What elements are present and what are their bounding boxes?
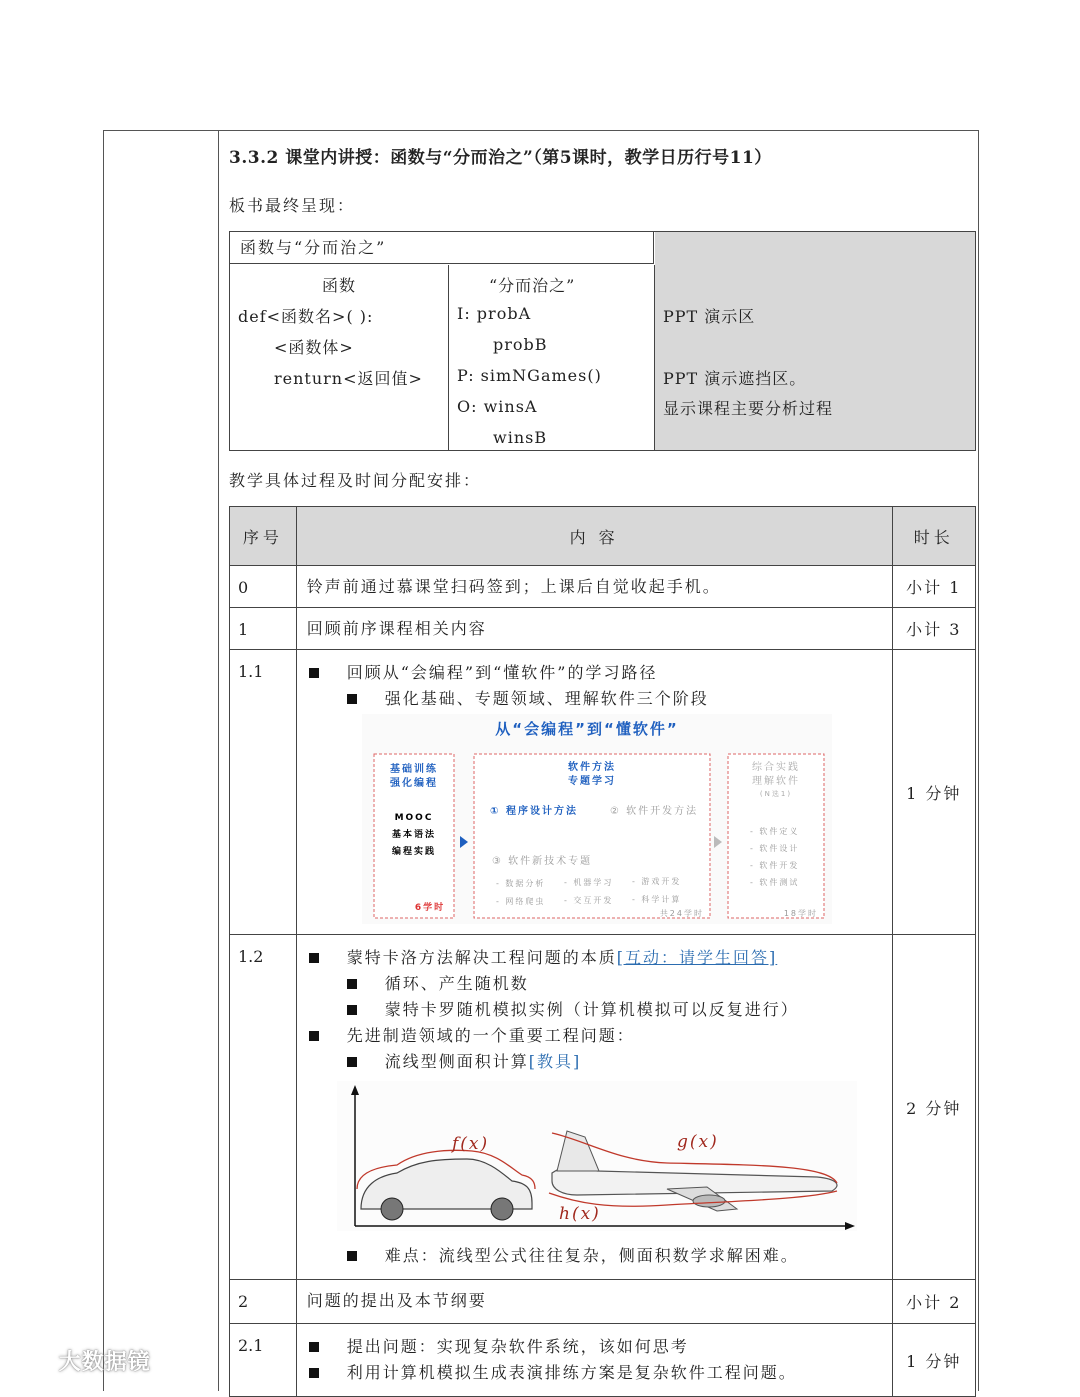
- fig1-box2-hours: 共24学时: [659, 909, 704, 918]
- row-content: [296, 650, 892, 935]
- row-duration: 小计 1: [892, 566, 976, 608]
- board-line: def<函数名>( ):: [238, 307, 374, 326]
- bullet-text: 回顾从“会编程”到“懂软件”的学习路径: [346, 663, 658, 682]
- bullet-text: 强化基础、专题领域、理解软件三个阶段: [384, 689, 709, 708]
- board-line: P: simNGames(): [457, 366, 602, 385]
- fig1-box1-item: MOOC: [394, 813, 434, 823]
- bullet-icon: [347, 979, 357, 989]
- bullet-icon: [347, 694, 357, 704]
- bullet-icon: [309, 953, 319, 963]
- fig1-box1-hours: 6学时: [414, 903, 445, 913]
- blackboard-layout: [229, 231, 976, 451]
- bullet-icon: [309, 668, 319, 678]
- bullet-icon: [347, 1005, 357, 1015]
- board-line: “分而治之”: [489, 276, 576, 295]
- fig1-box3-title: 综合实践: [751, 762, 800, 773]
- row-content: [296, 1324, 892, 1397]
- interaction-link[interactable]: [互动：请学生回答]: [616, 948, 778, 967]
- bullet-icon: [309, 1368, 319, 1378]
- board-heading: 函数与“分而治之”: [230, 232, 654, 264]
- row-num: 0: [230, 566, 297, 608]
- bullet-text: 流线型侧面积计算: [384, 1052, 529, 1071]
- board-line: O: winsA: [457, 397, 538, 416]
- fig1-box2-item: - 机器学习: [563, 878, 614, 887]
- board-function-column: [230, 265, 449, 450]
- table-row: [230, 935, 976, 1280]
- row-num: 2.1: [230, 1324, 297, 1397]
- bullet-icon: [309, 1031, 319, 1041]
- row-text: 问题的提出及本节纲要: [296, 1280, 892, 1324]
- ppt-desc: 显示课程主要分析过程: [663, 399, 834, 418]
- fig1-box2-option: ③ 软件新技术专题: [491, 856, 592, 867]
- bullet-text: 循环、产生随机数: [384, 974, 529, 993]
- fig1-box1-title: 强化编程: [389, 778, 438, 789]
- fig1-box3-title: 理解软件: [751, 776, 800, 787]
- bullet-text: 提出问题：实现复杂软件系统，该如何思考: [346, 1337, 689, 1356]
- bullet-icon: [347, 1057, 357, 1067]
- process-label: 教学具体过程及时间分配安排：: [229, 471, 482, 490]
- fig1-box1-item: 编程实践: [391, 847, 436, 857]
- fig1-box3-item: - 软件设计: [749, 844, 800, 853]
- row-duration: 1 分钟: [892, 650, 976, 935]
- fig1-box2-item: - 数据分析: [495, 879, 546, 888]
- row-num: 1.1: [230, 650, 297, 935]
- bullet-text: 先进制造领域的一个重要工程问题：: [346, 1026, 635, 1045]
- row-duration: 2 分钟: [892, 935, 976, 1280]
- fx-label: f(x): [451, 1134, 489, 1154]
- board-line: probB: [493, 335, 548, 354]
- watermark: [8, 1345, 151, 1376]
- fig1-box3-hours: 18学时: [783, 909, 818, 918]
- watermark-logo-icon: [8, 1350, 50, 1376]
- row-text: 回顾前序课程相关内容: [296, 608, 892, 650]
- header-duration: 时长: [892, 507, 976, 566]
- ppt-cover-label: PPT 演示遮挡区。: [663, 369, 807, 388]
- fig1-box3-item: - 软件开发: [749, 861, 800, 870]
- ppt-label: PPT 演示区: [663, 307, 756, 326]
- bullet-icon: [347, 1251, 357, 1261]
- fig1-box3-sub: (N选1): [759, 790, 792, 798]
- row-text: 铃声前通过慕课堂扫码签到；上课后自觉收起手机。: [296, 566, 892, 608]
- bullet-icon: [309, 1342, 319, 1352]
- bullet-text: 蒙特卡洛方法解决工程问题的本质: [346, 948, 617, 967]
- fig1-box2-title: 专题学习: [567, 776, 616, 787]
- table-row: [230, 1324, 976, 1397]
- bullet-text: 蒙特卡罗随机模拟实例（计算机模拟可以反复进行）: [384, 1000, 799, 1019]
- board-line: <函数体>: [274, 338, 354, 357]
- table-row: [230, 650, 976, 935]
- bullet-text: 难点：流线型公式往往复杂，侧面积数学求解困难。: [384, 1246, 799, 1265]
- left-margin-column: [104, 131, 219, 1391]
- board-line: 函数: [322, 276, 357, 295]
- row-num: 1.2: [230, 935, 297, 1280]
- fig1-box1-item: 基本语法: [391, 830, 436, 840]
- fig1-box3-item: - 软件定义: [749, 827, 800, 836]
- schedule-table: [229, 506, 976, 1397]
- gx-label: g(x): [676, 1132, 719, 1152]
- header-content: 内 容: [296, 507, 892, 566]
- board-line: winsB: [493, 428, 548, 447]
- streamline-figure: [337, 1081, 857, 1231]
- learning-path-figure: [362, 714, 832, 924]
- table-row: [230, 566, 976, 608]
- fig1-box2-item: - 交互开发: [563, 896, 614, 905]
- section-title: 3.3.2 课堂内讲授：函数与“分而治之”（第5课时，教学日历行号11）: [229, 148, 772, 168]
- board-line: I: probA: [457, 304, 532, 323]
- fig1-box1-title: 基础训练: [389, 764, 438, 775]
- board-label: 板书最终呈现：: [229, 196, 356, 215]
- table-row: [230, 608, 976, 650]
- fig1-box2-item: - 科学计算: [631, 895, 682, 904]
- fig1-box2-option: ① 程序设计方法: [489, 806, 578, 817]
- teaching-aid-tag: [教具]: [528, 1052, 582, 1071]
- watermark-text: 大数据镜: [58, 1350, 151, 1375]
- row-duration: 小计 3: [892, 608, 976, 650]
- fig1-box2-item: - 网络爬虫: [495, 897, 546, 906]
- row-duration: 1 分钟: [892, 1324, 976, 1397]
- ppt-area: [655, 232, 975, 450]
- table-header-row: [230, 507, 976, 566]
- row-num: 2: [230, 1280, 297, 1324]
- row-duration: 小计 2: [892, 1280, 976, 1324]
- fig1-box2-item: - 游戏开发: [631, 877, 682, 886]
- bullet-text: 利用计算机模拟生成表演排练方案是复杂软件工程问题。: [346, 1363, 797, 1382]
- lesson-frame: [103, 130, 979, 1391]
- hx-label: h(x): [558, 1204, 601, 1224]
- header-num: 序号: [230, 507, 297, 566]
- table-row: [230, 1280, 976, 1324]
- fig1-box3-item: - 软件测试: [749, 878, 800, 887]
- row-content: [296, 935, 892, 1280]
- fig1-box2-option: ② 软件开发方法: [609, 806, 698, 817]
- fig1-title: 从“会编程”到“懂软件”: [495, 720, 679, 738]
- fig1-box2-title: 软件方法: [567, 762, 616, 773]
- board-divide-column: [449, 265, 655, 450]
- board-line: renturn<返回值>: [274, 369, 423, 388]
- row-num: 1: [230, 608, 297, 650]
